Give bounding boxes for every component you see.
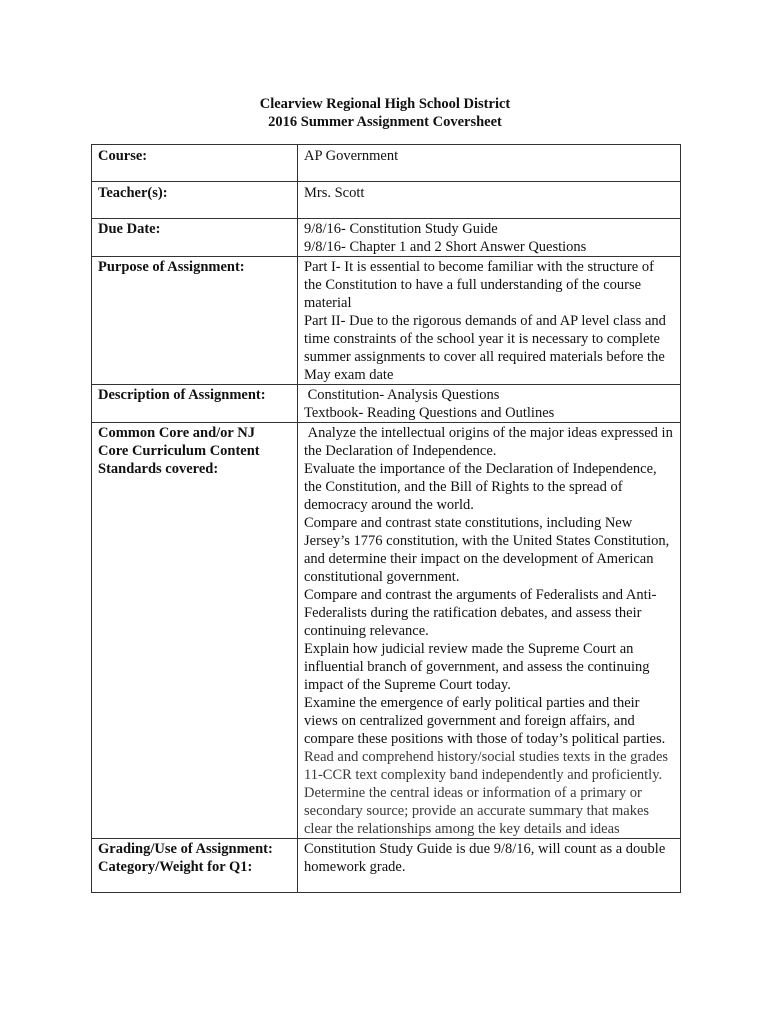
course-value: AP Government xyxy=(298,145,681,182)
description-line: Textbook- Reading Questions and Outlines xyxy=(304,405,555,421)
description-line: Constitution- Analysis Questions xyxy=(304,387,500,403)
coversheet-table xyxy=(91,144,681,893)
purpose-row xyxy=(92,257,681,385)
due-date-label: Due Date: xyxy=(92,219,298,257)
document-header xyxy=(0,95,770,131)
standards-value xyxy=(298,423,681,839)
grading-value xyxy=(298,839,681,893)
grading-row xyxy=(92,839,681,893)
standards-label-line: Common Core and/or NJ xyxy=(98,425,255,441)
standard-item: Compare and contrast state constitutions, including New Jersey’s 1776 constitution, with the United States Constitution, and determine their impact on the development of American constitutional government. xyxy=(304,515,673,585)
teacher-value: Mrs. Scott xyxy=(298,182,681,219)
standard-item: Evaluate the importance of the Declaration of Independence, the Constitution, and the Bill of Rights to the spread of democracy around the world. xyxy=(304,461,661,513)
course-label: Course: xyxy=(92,145,298,182)
grading-text: Constitution Study Guide is due 9/8/16, will count as a double homework grade. xyxy=(304,841,669,875)
standard-item: Analyze the intellectual origins of the major ideas expressed in the Declaration of Independence. xyxy=(304,425,677,459)
due-date-row xyxy=(92,219,681,257)
standards-label xyxy=(92,423,298,839)
standards-label-line: Standards covered: xyxy=(98,461,219,477)
description-row xyxy=(92,385,681,423)
teacher-label: Teacher(s): xyxy=(92,182,298,219)
due-date-line: 9/8/16- Chapter 1 and 2 Short Answer Questions xyxy=(304,239,587,255)
grading-label-line: Category/Weight for Q1: xyxy=(98,859,253,875)
purpose-value xyxy=(298,257,681,385)
description-label: Description of Assignment: xyxy=(92,385,298,423)
due-date-line: 9/8/16- Constitution Study Guide xyxy=(304,221,498,237)
standards-label-line: Core Curriculum Content xyxy=(98,443,260,459)
grading-label xyxy=(92,839,298,893)
teacher-row xyxy=(92,182,681,219)
standards-row xyxy=(92,423,681,839)
grading-label-line: Grading/Use of Assignment: xyxy=(98,841,273,857)
standard-item: Read and comprehend history/social studies texts in the grades 11-CCR text complexity band independently and proficiently. xyxy=(304,749,672,783)
purpose-text: Part I- It is essential to become familiar with the structure of the Constitution to have a full understanding of the course material Part II- Due to the rigorous demands of and AP level class and time constraints of the school year it is necessary to complete summer assignments to cover all required materials before the May exam date xyxy=(304,259,666,383)
sheet-title: 2016 Summer Assignment Coversheet xyxy=(268,114,502,130)
course-row xyxy=(92,145,681,182)
standard-item: Determine the central ideas or information of a primary or secondary source; provide an accurate summary that makes clear the relationships among the key details and ideas xyxy=(304,785,653,837)
standard-item: Examine the emergence of early political parties and their views on centralized government and foreign affairs, and compare these positions with those of today’s political parties. xyxy=(304,695,666,747)
standard-item: Explain how judicial review made the Supreme Court an influential branch of government, and assess the continuing impact of the Supreme Court today. xyxy=(304,641,654,693)
purpose-label: Purpose of Assignment: xyxy=(92,257,298,385)
due-date-value xyxy=(298,219,681,257)
district-name: Clearview Regional High School District xyxy=(259,96,511,112)
description-value xyxy=(298,385,681,423)
standard-item: Compare and contrast the arguments of Federalists and Anti-Federalists during the ratification debates, and assess their continuing relevance. xyxy=(304,587,657,639)
